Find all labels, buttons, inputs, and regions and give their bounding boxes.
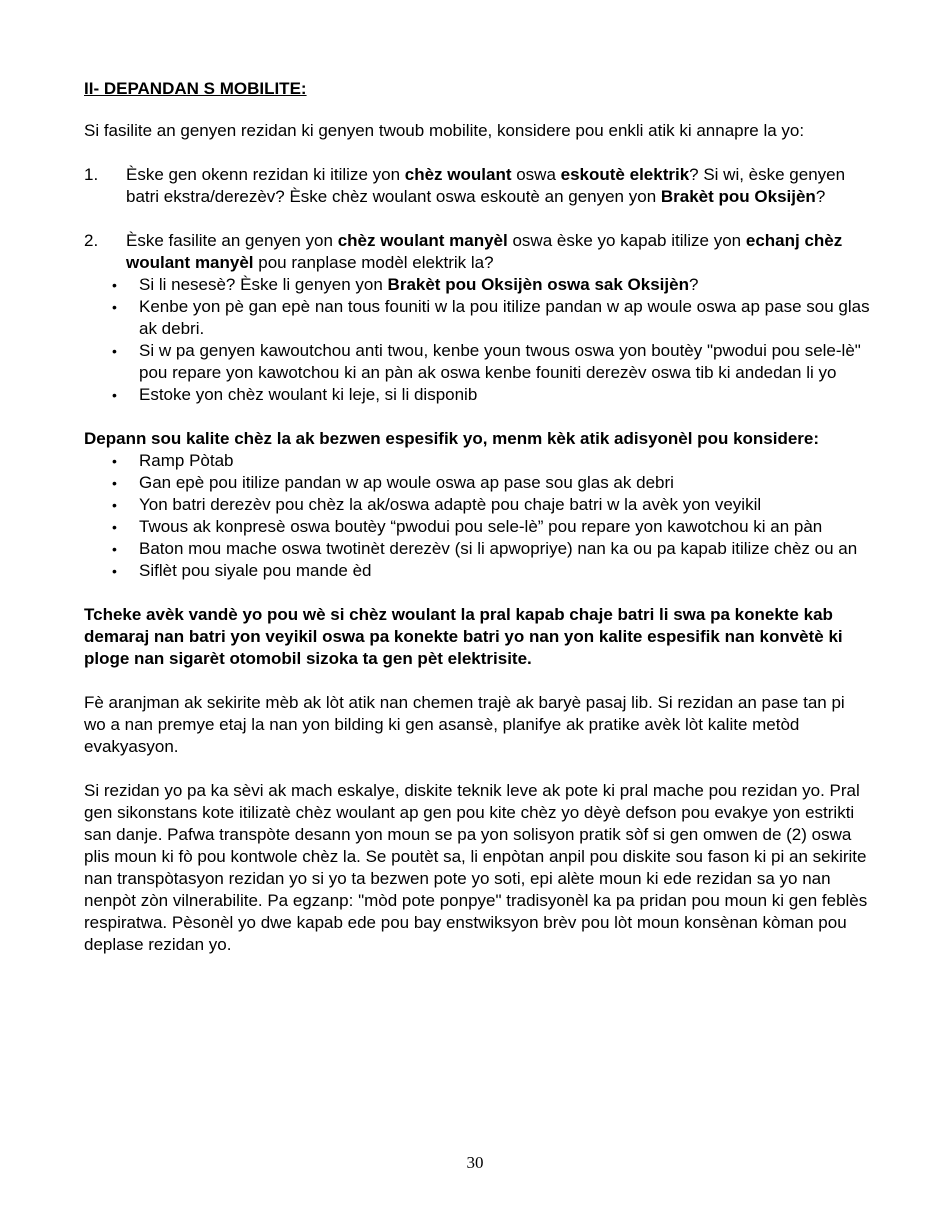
section-heading: II- DEPANDAN S MOBILITE:: [84, 79, 307, 98]
list-item: [112, 450, 870, 472]
list-item: [112, 560, 870, 582]
bullet-text: Siflèt pou siyale pou mande èd: [139, 561, 372, 580]
bullet-glyph: •: [112, 497, 117, 513]
bold-run: Brakèt pou Oksijèn: [660, 187, 816, 206]
numbered-item-1: [84, 164, 870, 208]
vendor-check-paragraph: Tcheke avèk vandè yo pou wè si chèz woulant la pral kapab chaje batri li swa pa konekte kab demaraj nan batri yon veyikil oswa pa konekte batri yo nan yon kalite espesifik nan konvètè ki ploge nan sigarèt otomobil sizoka ta gen pèt elektrisite.: [84, 605, 843, 668]
document-page: [84, 78, 870, 956]
list-item: [112, 296, 870, 340]
text-run: Si li nesesè? Èske li genyen yon: [139, 275, 388, 294]
page-number: 30: [466, 1153, 484, 1172]
bold-run: chèz woulant manyèl: [337, 231, 508, 250]
bullet-text: Baton mou mache oswa twotinèt derezèv (si li apwopriye) nan ka ou pa kapab itilize chèz ou an: [139, 539, 858, 558]
bullet-text: Si w pa genyen kawoutchou anti twou, kenbe youn twous oswa yon boutèy "pwodui pou sele-lè" pou repare yon kawotchou ki an pàn ak oswa kenbe founiti derezèv oswa tib ki andedan li yo: [139, 341, 861, 382]
text-run: oswa: [511, 165, 561, 184]
bullet-glyph: •: [112, 343, 117, 359]
bullet-text: Estoke yon chèz woulant ki leje, si li disponib: [139, 385, 478, 404]
item-number: 1.: [84, 165, 99, 184]
bullet-text: [139, 274, 870, 296]
bold-run: eskoutè elektrik: [560, 165, 690, 184]
bullet-glyph: •: [112, 519, 117, 535]
item-text: [126, 230, 870, 274]
bold-run: chèz woulant: [404, 165, 512, 184]
bullet-glyph: •: [112, 563, 117, 579]
body-paragraph-2: Si rezidan yo pa ka sèvi ak mach eskalye, diskite teknik leve ak pote ki pral mache pou rezidan yo. Pral gen sikonstans kote itilizatè chèz woulant ap gen pou kite chèz yo dèyè defson pou evakye yon estrikti san danje. Pafwa transpòte desann yon moun se pa yon solisyon pratik sòf si gen omwen de (2) oswa plis moun ki fò pou kontwole chèz la. Se poutèt sa, li enpòtan anpil pou diskite sou fason ki pi an sekirite nan transpòtasyon rezidan yo si yo ta bezwen pote yo soti, epi alète moun ki ede rezidan sa yo nan nenpòt zòn vilnerabilite. Pa egzanp: "mòd pote ponpye" tradisyonèl ka pa pridan pou moun ki gen feblès respiratwa. Pèsonèl yo dwe kapab ede pou bay enstwiksyon brèv pou lòt moun konsènan kòman pou deplase rezidan yo.: [84, 781, 868, 954]
item-number: 2.: [84, 231, 99, 250]
bullet-text: Yon batri derezèv pou chèz la ak/oswa adaptè pou chaje batri w la avèk yon veyikil: [139, 495, 762, 514]
bullet-glyph: •: [112, 541, 117, 557]
bold-run: echanj chèz woulant manyèl: [126, 231, 843, 272]
list-item: [112, 538, 870, 560]
text-run: oswa èske yo kapab itilize yon: [507, 231, 746, 250]
item-2-bullet-list: [84, 274, 870, 406]
bullet-glyph: •: [112, 453, 117, 469]
bullet-text: Gan epè pou itilize pandan w ap woule oswa ap pase sou glas ak debri: [139, 473, 674, 492]
list-item: [112, 384, 870, 406]
bold-run: Brakèt pou Oksijèn oswa sak Oksijèn: [387, 275, 689, 294]
list-item: [112, 494, 870, 516]
text-run: Èske fasilite an genyen yon: [126, 231, 338, 250]
numbered-item-2: [84, 230, 870, 274]
text-run: ? Si wi, èske genyen batri ekstra/derezèv? Èske chèz woulant oswa eskoutè an genyen yon: [126, 165, 846, 206]
subsection-heading: Depann sou kalite chèz la ak bezwen espesifik yo, menm kèk atik adisyonèl pou konsidere:: [84, 429, 820, 448]
item-text: [126, 164, 870, 208]
text-run: ?: [815, 187, 826, 206]
bullet-text: Ramp Pòtab: [139, 451, 234, 470]
list-item: [112, 516, 870, 538]
list-item: [112, 472, 870, 494]
list-item: [112, 340, 870, 384]
bullet-glyph: •: [112, 299, 117, 315]
bullet-text: Twous ak konpresè oswa boutèy “pwodui pou sele-lè” pou repare yon kawotchou ki an pàn: [139, 517, 823, 536]
bullet-glyph: •: [112, 475, 117, 491]
text-run: pou ranplase modèl elektrik la?: [253, 253, 494, 272]
list-item: [112, 274, 870, 296]
text-run: ?: [688, 275, 699, 294]
additional-items-list: [84, 450, 870, 582]
intro-paragraph: Si fasilite an genyen rezidan ki genyen twoub mobilite, konsidere pou enkli atik ki annapre la yo:: [84, 121, 805, 140]
bullet-glyph: •: [112, 387, 117, 403]
text-run: Èske gen okenn rezidan ki itilize yon: [126, 165, 405, 184]
bullet-text: Kenbe yon pè gan epè nan tous founiti w la pou itilize pandan w ap woule oswa ap pase sou glas ak debri.: [139, 297, 870, 338]
bullet-glyph: •: [112, 277, 117, 293]
body-paragraph-1: Fè aranjman ak sekirite mèb ak lòt atik nan chemen trajè ak baryè pasaj lib. Si rezidan an pase tan pi wo a nan premye etaj la nan yon bilding ki gen asansè, planifye ak pratike avèk lòt kalite metòd evakyasyon.: [84, 693, 845, 756]
